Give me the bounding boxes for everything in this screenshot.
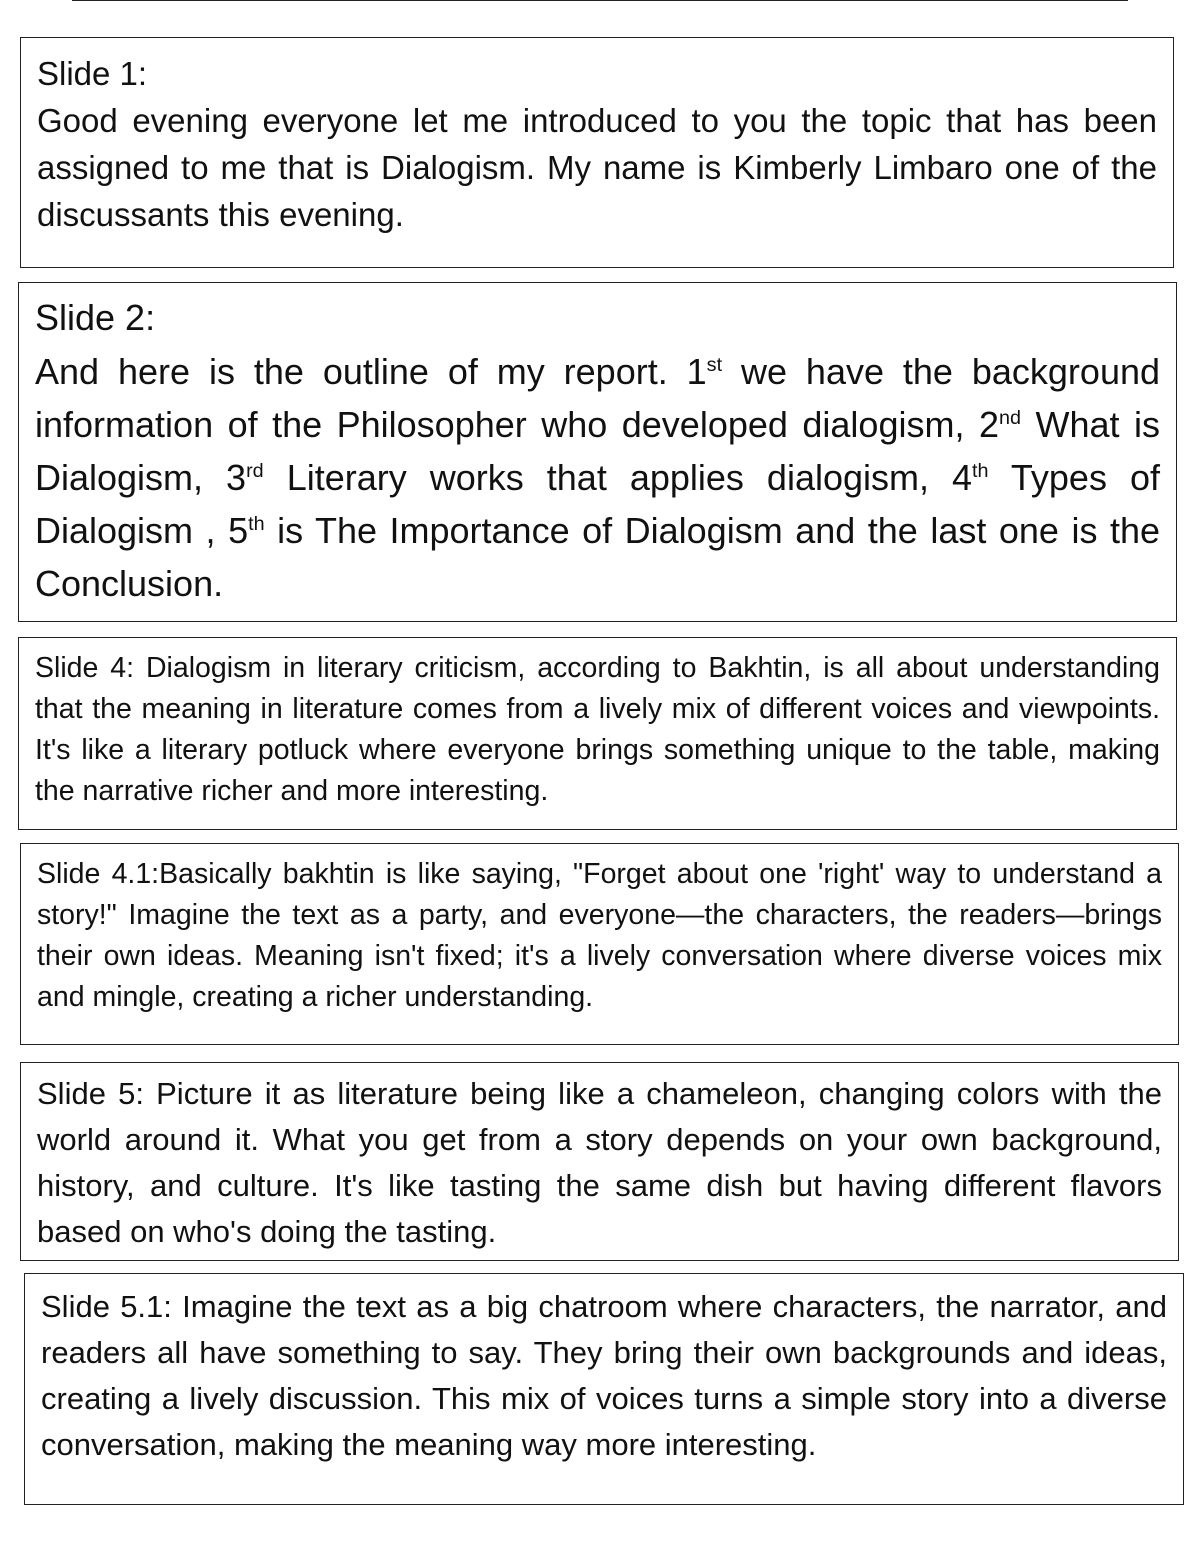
slide-2-text-part: Literary works that applies dialogism, 4 [263, 457, 973, 498]
slide-5-1-box [24, 1273, 1184, 1505]
slide-2-box [18, 282, 1177, 622]
slide-2-text-part: And here is the outline of my report. 1 [35, 351, 707, 392]
ordinal-suffix: th [248, 513, 265, 535]
ordinal-suffix: rd [246, 460, 264, 482]
slide-4-text: Slide 4: Dialogism in literary criticism, according to Bakhtin, is all about understanding that the meaning in literature comes from a lively mix of different voices and viewpoints. It's like a literary potluck where everyone brings something unique to the table, making the narrative richer and more interesting. [35, 652, 1160, 807]
ordinal-suffix: st [706, 354, 723, 376]
slide-2-text-part: is The Importance of Dialogism and the last one is the Conclusion. [35, 510, 1160, 604]
slide-4-1-box [20, 843, 1179, 1045]
top-divider-line [72, 0, 1128, 1]
slide-1-text: Good evening everyone let me introduced to you the topic that has been assigned to me that is Dialogism. My name is Kimberly Limbaro one of the discussants this evening. [37, 102, 1157, 233]
slide-1-box [20, 37, 1174, 268]
slide-1-heading: Slide 1: [37, 55, 148, 92]
slide-4-1-text: Slide 4.1:Basically bakhtin is like saying, "Forget about one 'right' way to understand a story!" Imagine the text as a party, and everyone—the characters, the readers—brings their own ideas. Meaning isn't fixed; it's a lively conversation where diverse voices mix and mingle, creating a richer understanding. [37, 858, 1162, 1013]
slide-5-1-text: Slide 5.1: Imagine the text as a big chatroom where characters, the narrator, and readers all have something to say. They bring their own backgrounds and ideas, creating a lively discussion. This mix of voices turns a simple story into a diverse conversation, making the meaning way more interesting. [41, 1289, 1167, 1462]
slide-2-text-part: we have the background information of the Philosopher who developed dialogism, 2 [35, 351, 1161, 445]
ordinal-suffix: th [972, 460, 989, 482]
slide-5-text: Slide 5: Picture it as literature being like a chameleon, changing colors with the world around it. What you get from a story depends on your own background, history, and culture. It's like tasting the same dish but having different flavors based on who's doing the tasting. [37, 1076, 1162, 1249]
slide-2-text-part: What is Dialogism, 3 [35, 404, 1160, 498]
slide-2-heading: Slide 2: [35, 297, 156, 338]
slide-2-text [35, 345, 1160, 610]
slide-2-text-part: Types of Dialogism , 5 [35, 457, 1160, 551]
slide-4-box [18, 637, 1177, 830]
ordinal-suffix: nd [998, 407, 1021, 429]
slide-5-box [20, 1062, 1179, 1261]
